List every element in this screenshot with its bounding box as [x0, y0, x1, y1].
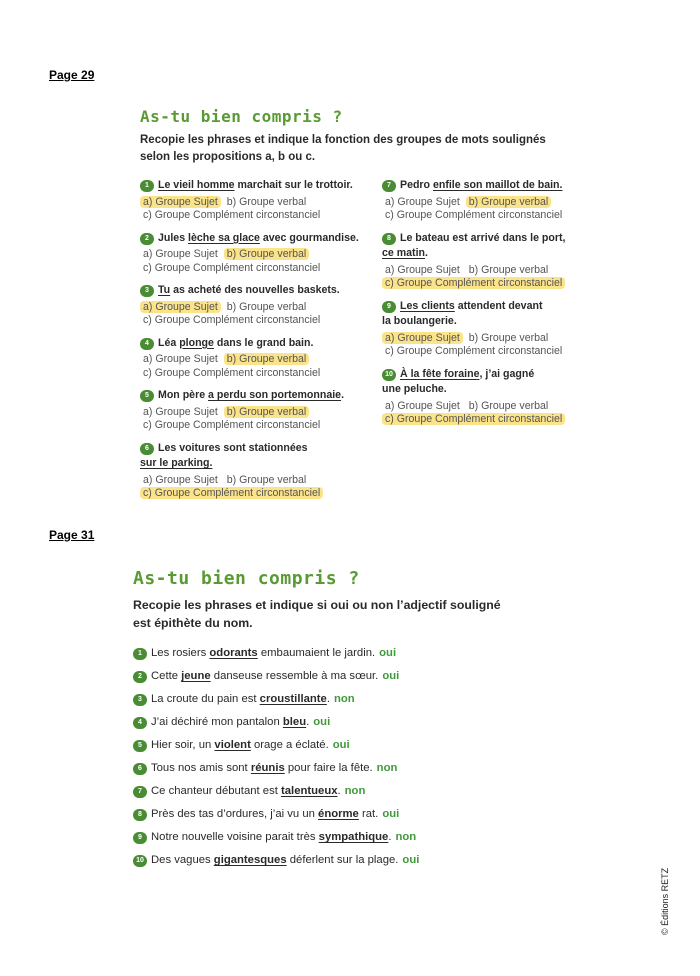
sentence-line	[140, 179, 376, 193]
sentence-text: Mon père	[158, 389, 209, 401]
exercise-column-left	[140, 179, 376, 510]
exercise-item	[382, 300, 618, 359]
exercise-item	[140, 179, 376, 223]
page-label-31: Page 31	[49, 528, 95, 542]
options-row	[382, 209, 618, 223]
option-a: a) Groupe Sujet	[385, 263, 460, 276]
sentence-text: danseuse ressemble à ma sœur.	[210, 670, 379, 682]
answer: oui	[382, 670, 400, 682]
option-b: b) Groupe verbal	[224, 406, 310, 418]
options-row	[382, 196, 618, 210]
sentence-line	[140, 232, 376, 246]
option-b: b) Groupe verbal	[468, 263, 549, 276]
sentence-text: avec gourmandise.	[259, 231, 359, 244]
option-a: a) Groupe Sujet	[143, 248, 218, 260]
underlined-group: plonge	[179, 336, 214, 349]
answer: oui	[379, 647, 397, 659]
answer: oui	[332, 739, 350, 751]
options-row	[140, 474, 376, 488]
list-item	[133, 762, 397, 775]
number-badge: 9	[133, 832, 147, 844]
number-badge: 3	[133, 694, 147, 706]
option-a: a) Groupe Sujet	[143, 405, 218, 418]
sentence-text: .	[306, 716, 310, 728]
options-row	[140, 487, 376, 501]
number-badge: 7	[133, 786, 147, 798]
sentence-line	[140, 457, 376, 471]
options-row	[140, 248, 376, 262]
sentence-text: marchait sur le trottoir.	[234, 179, 353, 191]
exercise-column-right	[382, 179, 618, 436]
number-badge: 7	[382, 180, 396, 192]
option-a: a) Groupe Sujet	[143, 473, 218, 486]
sentence-line	[140, 284, 376, 298]
sentence-text: Léa	[158, 336, 180, 349]
instruction-line: est épithète du nom.	[133, 616, 253, 630]
number-badge: 4	[140, 338, 154, 350]
sentence-line	[382, 300, 618, 314]
underlined-group: Le vieil homme	[158, 179, 235, 191]
sentence-text: , j’ai gagné	[479, 367, 535, 380]
instruction-line: Recopie les phrases et indique la fonction des groupes de mots soulignés	[140, 134, 546, 146]
answer: non	[344, 785, 366, 797]
option-a: a) Groupe Sujet	[385, 399, 460, 412]
sentence-text: as acheté des nouvelles baskets.	[170, 284, 340, 296]
sentence-text: Le bateau est arrivé dans le port,	[400, 231, 566, 244]
sentence-text: Hier soir, un	[151, 739, 215, 751]
underlined-group: sur le parking.	[140, 457, 213, 469]
options-row	[140, 262, 376, 276]
exercise-item	[382, 368, 618, 427]
number-badge: 4	[133, 717, 147, 729]
option-b: b) Groupe verbal	[226, 473, 307, 486]
list-item	[133, 831, 416, 844]
sentence-text: .	[337, 785, 341, 797]
option-b: b) Groupe verbal	[466, 196, 552, 208]
number-badge: 6	[133, 763, 147, 775]
exercise-item	[382, 179, 618, 223]
sentence-line	[140, 389, 376, 403]
number-badge: 9	[382, 301, 396, 313]
options-row	[140, 353, 376, 367]
sentence-text: Près des tas d’ordures, j’ai vu un	[151, 808, 319, 820]
list-item	[133, 785, 365, 798]
option-c: c) Groupe Complément circonstanciel	[385, 209, 563, 221]
underlined-adjective: sympathique	[318, 831, 389, 843]
exercise-item	[140, 284, 376, 328]
underlined-adjective: réunis	[250, 762, 285, 774]
options-row	[382, 264, 618, 278]
number-badge: 5	[133, 740, 147, 752]
answer: non	[376, 762, 398, 774]
number-badge: 1	[140, 180, 154, 192]
option-b: b) Groupe verbal	[224, 353, 310, 365]
exercise-item	[140, 232, 376, 276]
number-badge: 6	[140, 443, 154, 455]
options-row	[382, 277, 618, 291]
sentence-text: Notre nouvelle voisine parait très	[151, 831, 319, 843]
underlined-group: ce matin	[382, 247, 425, 259]
underlined-adjective: énorme	[318, 808, 359, 820]
options-row	[382, 413, 618, 427]
options-row	[382, 400, 618, 414]
number-badge: 2	[133, 671, 147, 683]
options-row	[140, 419, 376, 433]
option-c: c) Groupe Complément circonstanciel	[382, 413, 565, 425]
option-c: c) Groupe Complément circonstanciel	[143, 261, 321, 274]
answer: non	[395, 831, 417, 843]
answer: non	[333, 693, 355, 705]
instruction-29	[140, 132, 546, 166]
options-row	[140, 367, 376, 381]
sentence-text: .	[341, 389, 345, 401]
option-a: a) Groupe Sujet	[385, 195, 460, 208]
sentence-text: Ce chanteur débutant est	[151, 785, 282, 797]
sentence-text: dans le grand bain.	[213, 336, 314, 349]
option-c: c) Groupe Complément circonstanciel	[382, 277, 565, 289]
options-row	[140, 209, 376, 223]
sentence-text: embaumaient le jardin.	[257, 647, 376, 659]
list-item	[133, 716, 330, 729]
sentence-text: Cette	[151, 670, 182, 682]
number-badge: 8	[133, 809, 147, 821]
underlined-group: enfile son maillot de bain.	[432, 179, 563, 191]
sentence-text: Jules	[158, 231, 189, 244]
sentence-text: Tous nos amis sont	[151, 762, 251, 774]
underlined-group: lèche sa glace	[188, 231, 260, 244]
options-row	[140, 314, 376, 328]
underlined-adjective: odorants	[209, 647, 258, 659]
number-badge: 1	[133, 648, 147, 660]
option-c: c) Groupe Complément circonstanciel	[143, 209, 321, 221]
number-badge: 10	[382, 369, 396, 381]
option-a: a) Groupe Sujet	[140, 196, 221, 208]
underlined-adjective: talentueux	[281, 785, 338, 797]
page-label-29: Page 29	[49, 68, 95, 82]
option-c: c) Groupe Complément circonstanciel	[143, 314, 321, 326]
underlined-group: Tu	[158, 284, 171, 296]
options-row	[382, 345, 618, 359]
option-a: a) Groupe Sujet	[143, 353, 218, 365]
option-b: b) Groupe verbal	[226, 300, 307, 313]
list-item	[133, 808, 399, 821]
sentence-line	[382, 368, 618, 382]
sentence-text: .	[388, 831, 392, 843]
sentence-line	[140, 442, 376, 456]
option-c: c) Groupe Complément circonstanciel	[140, 487, 323, 499]
underlined-adjective: violent	[214, 739, 251, 751]
sentence-text: la boulangerie.	[382, 315, 457, 327]
option-b: b) Groupe verbal	[468, 331, 549, 344]
exercise-item	[140, 389, 376, 433]
option-b: b) Groupe verbal	[468, 399, 549, 412]
sentence-line	[382, 232, 618, 246]
exercise-item	[140, 337, 376, 381]
options-row	[140, 406, 376, 420]
option-b: b) Groupe verbal	[224, 248, 310, 260]
sentence-line	[382, 383, 618, 397]
number-badge: 10	[133, 855, 147, 867]
sentence-text: La croute du pain est	[151, 693, 260, 705]
answer: oui	[402, 854, 420, 866]
list-item	[133, 739, 350, 752]
number-badge: 8	[382, 233, 396, 245]
number-badge: 3	[140, 285, 154, 297]
instruction-31	[133, 596, 501, 632]
options-row	[140, 196, 376, 210]
underlined-adjective: gigantesques	[213, 854, 287, 866]
list-item	[133, 693, 355, 706]
sentence-line	[140, 337, 376, 351]
number-badge: 2	[140, 233, 154, 245]
options-row	[382, 332, 618, 346]
sentence-line	[382, 315, 618, 329]
sentence-text: attendent devant	[454, 299, 543, 312]
answer: oui	[382, 808, 400, 820]
option-c: c) Groupe Complément circonstanciel	[385, 345, 563, 357]
list-item	[133, 854, 419, 867]
option-b: b) Groupe verbal	[226, 195, 307, 208]
sentence-text: déferlent sur la plage.	[286, 854, 399, 866]
underlined-adjective: jeune	[181, 670, 211, 682]
sentence-text: J’ai déchiré mon pantalon	[151, 716, 283, 728]
underlined-group: Les clients	[400, 299, 455, 312]
sentence-text: Des vagues	[151, 854, 214, 866]
underlined-adjective: croustillante	[259, 693, 327, 705]
option-a: a) Groupe Sujet	[140, 301, 221, 313]
sentence-text: Les rosiers	[151, 647, 210, 659]
option-a: a) Groupe Sujet	[382, 332, 463, 344]
list-item	[133, 670, 399, 683]
section-title-31: As-tu bien compris ?	[133, 568, 360, 589]
sentence-line	[382, 247, 618, 261]
answer: oui	[313, 716, 331, 728]
exercise-item	[140, 442, 376, 501]
sentence-text: pour faire la fête.	[284, 762, 373, 774]
section-title-29: As-tu bien compris ?	[140, 107, 343, 126]
number-badge: 5	[140, 390, 154, 402]
sentence-line	[382, 179, 618, 193]
sentence-text: Pedro	[400, 179, 433, 191]
list-item	[133, 647, 396, 660]
sentence-text: Les voitures sont stationnées	[158, 441, 308, 454]
underlined-group: a perdu son portemonnaie	[208, 389, 342, 401]
copyright: © Éditions RETZ	[660, 867, 670, 935]
instruction-line: selon les propositions a, b ou c.	[140, 151, 316, 163]
sentence-text: .	[326, 693, 330, 705]
underlined-adjective: bleu	[282, 716, 307, 728]
sentence-text: .	[424, 247, 428, 259]
sentence-text: une peluche.	[382, 383, 447, 395]
exercise-item	[382, 232, 618, 291]
instruction-line: Recopie les phrases et indique si oui ou non l’adjectif souligné	[133, 598, 501, 612]
option-c: c) Groupe Complément circonstanciel	[143, 366, 321, 379]
sentence-text: rat.	[358, 808, 379, 820]
underlined-group: À la fête foraine	[400, 367, 480, 380]
options-row	[140, 301, 376, 315]
sentence-text: orage a éclaté.	[250, 739, 329, 751]
option-c: c) Groupe Complément circonstanciel	[143, 419, 321, 431]
